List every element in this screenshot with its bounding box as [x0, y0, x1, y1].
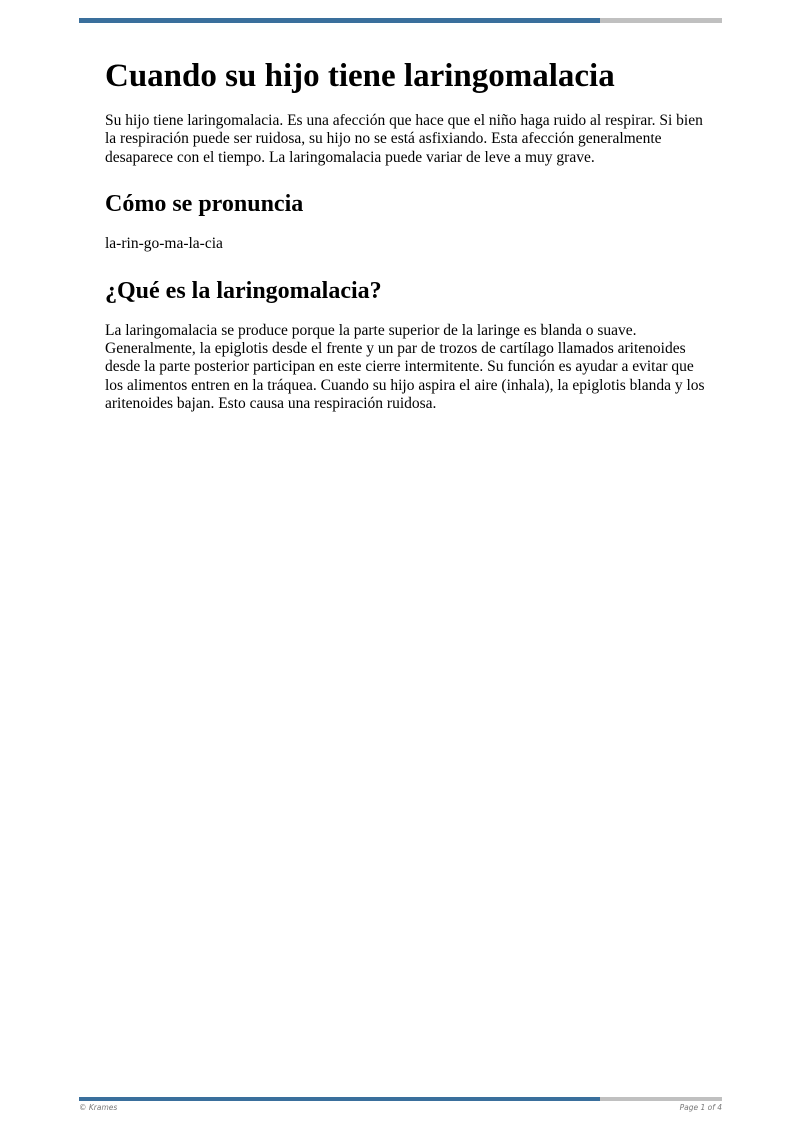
section-heading-pronunciation: Cómo se pronuncia	[105, 191, 304, 218]
page-title: Cuando su hijo tiene laringomalacia	[105, 58, 615, 94]
header-progress-rule	[79, 18, 722, 23]
footer-copyright: © Krames	[79, 1103, 118, 1112]
header-progress-fill	[79, 18, 600, 23]
footer-page-indicator: Page 1 of 4	[679, 1103, 722, 1112]
footer-progress-rule	[79, 1097, 722, 1101]
definition-paragraph: La laringomalacia se produce porque la parte superior de la laringe es blanda o suave. Generalmente, la epiglotis desde el frente y un par de trozos de cartílago llamados aritenoides desde la parte posterior participan en este cierre intermitente. Su función es ayudar a evitar que los alimentos entren en la tráquea. Cuando su hijo aspira el aire (inhala), la epiglotis blanda y los aritenoides bajan. Esto causa una respiración ruidosa.	[105, 321, 705, 413]
section-heading-definition: ¿Qué es la laringomalacia?	[105, 277, 382, 304]
intro-paragraph: Su hijo tiene laringomalacia. Es una afección que hace que el niño haga ruido al respirar. Si bien la respiración puede ser ruidosa, su hijo no se está asfixiando. Esta afección generalmente desaparece con el tiempo. La laringomalacia puede variar de leve a muy grave.	[105, 112, 703, 166]
document-body	[105, 56, 705, 436]
pronunciation-text: la-rin-go-ma-la-cia	[105, 235, 223, 253]
footer-progress-fill	[79, 1097, 600, 1101]
